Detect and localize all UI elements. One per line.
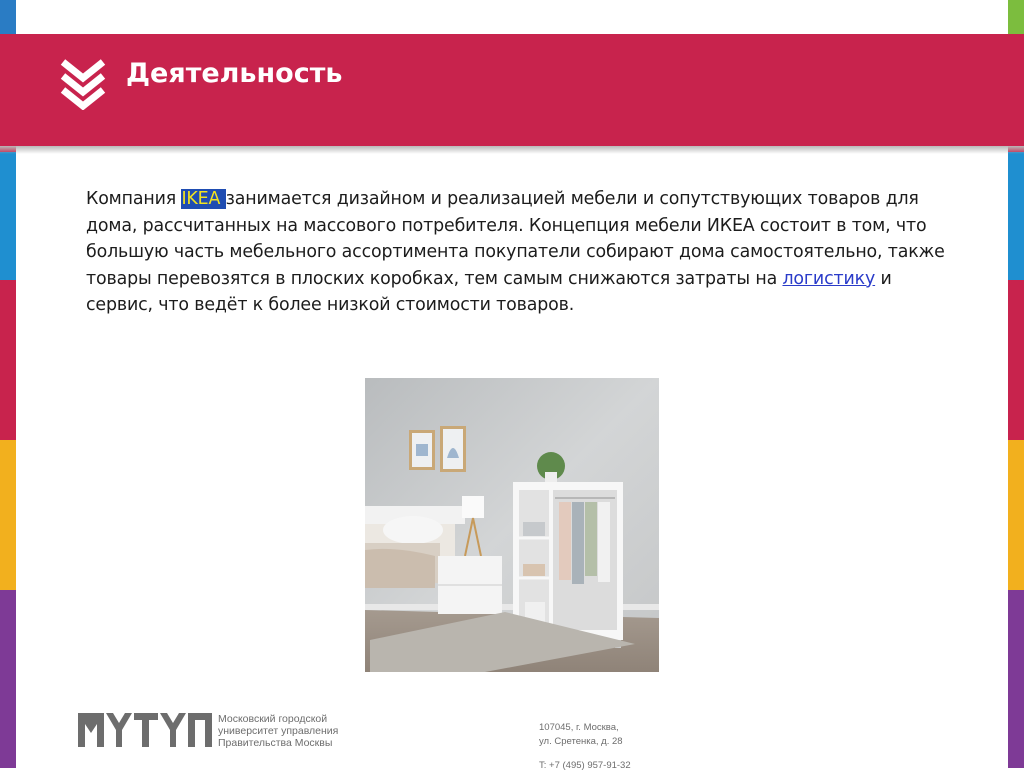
phone-number: T: +7 (495) 957-91-32 [539, 760, 631, 771]
furniture-photo [365, 378, 659, 672]
triple-chevron-icon [58, 58, 108, 110]
university-line: университет управления [218, 725, 339, 737]
paragraph-text: и сервис, что ведёт к более низкой стоимости товаров. [86, 268, 892, 315]
header-band [0, 34, 1024, 146]
logistics-link[interactable]: логистику [782, 268, 876, 289]
body-paragraph [86, 186, 961, 319]
university-name [218, 713, 338, 749]
address-line: 107045, г. Москва, [539, 722, 619, 733]
ikea-highlight: IKEA [181, 189, 226, 209]
paragraph-text: Компания [86, 189, 182, 209]
address [539, 721, 623, 748]
address-line: ул. Сретенка, д. 28 [539, 735, 623, 747]
mgupp-logo-icon [78, 713, 212, 747]
university-line: Московский городской [218, 713, 328, 725]
university-line: Правительства Москвы [218, 737, 333, 749]
header-shadow [0, 146, 1024, 154]
paragraph-text: занимается дизайном и реализацией мебели и сопутствующих товаров для дома, рассчитанных на массового потребителя. Концепция мебели ИКЕА состоит в том, что большую часть мебельного ассортимента покупатели собирают дома самостоятельно, также товары перевозятся в плоских коробках, тем самым снижаются затраты на [86, 189, 945, 289]
slide-title: Деятельность [126, 58, 343, 89]
